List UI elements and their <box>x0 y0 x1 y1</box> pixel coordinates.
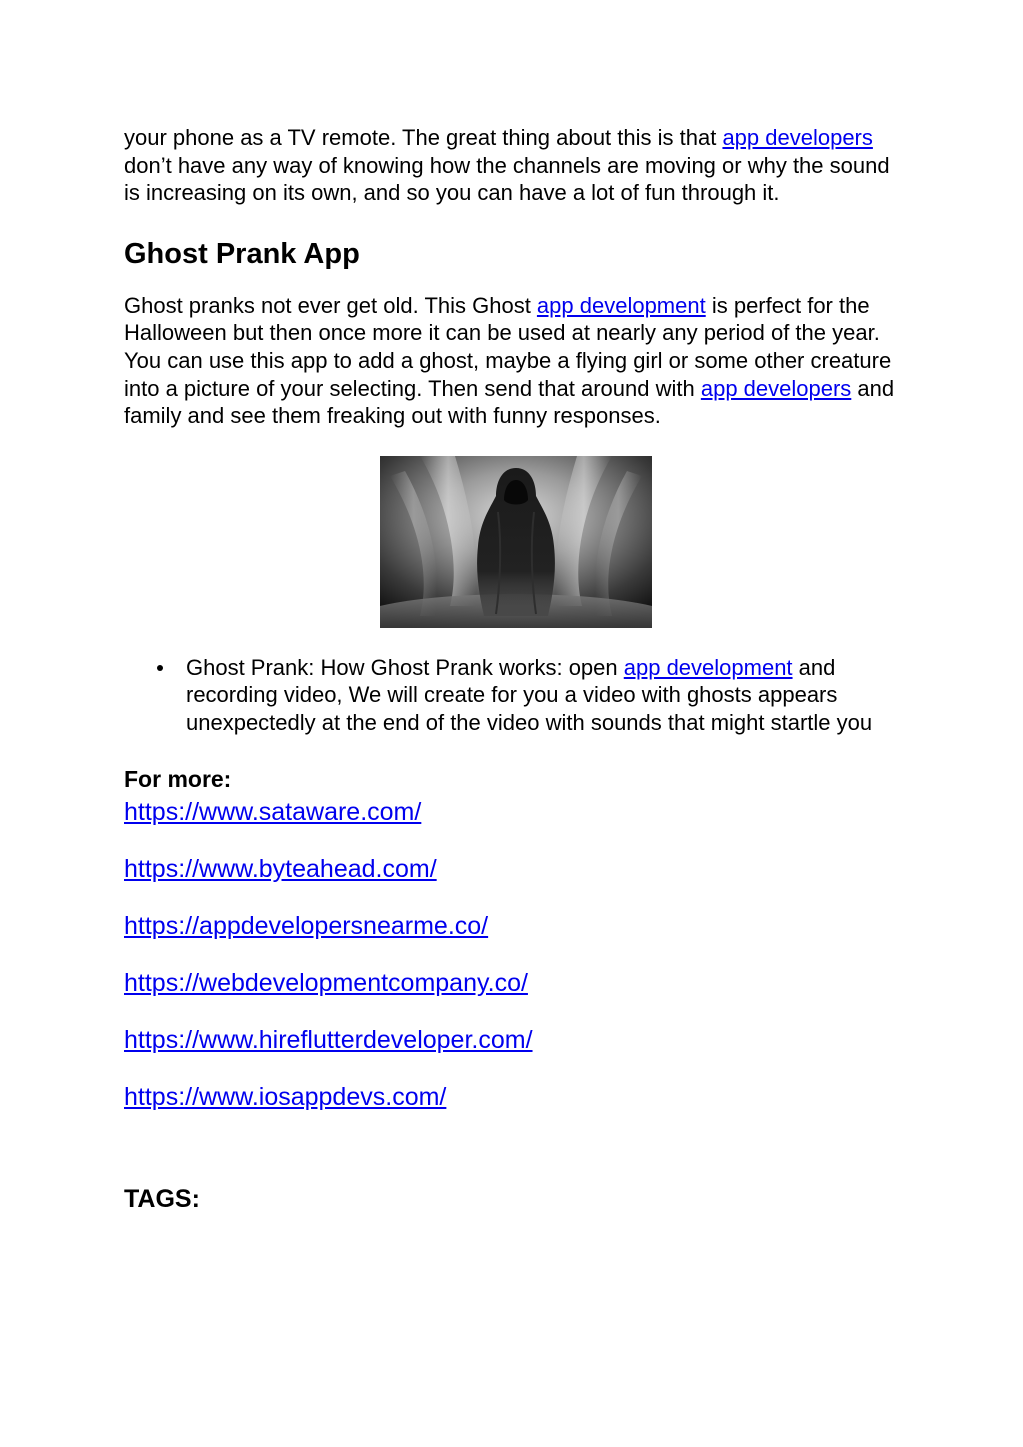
for-more-links <box>124 797 904 1112</box>
section-app-development-link[interactable]: app development <box>536 292 706 318</box>
intro-app-developers-link[interactable]: app developers <box>722 125 873 150</box>
bullet-app-development-link[interactable]: app development <box>623 654 793 680</box>
intro-text-before: your phone as a TV remote. The great thing about this is that <box>124 125 723 150</box>
section-heading: Ghost Prank App <box>124 237 360 270</box>
link-iosappdevs[interactable]: https://www.iosappdevs.com/ <box>124 1082 447 1111</box>
link-webdevelopmentcompany[interactable]: https://webdevelopmentcompany.co/ <box>124 968 528 997</box>
intro-paragraph <box>124 124 904 207</box>
bullet-icon <box>157 665 163 671</box>
section-text-part2: is perfect for the Halloween but then once more it can be used at nearly any period of the year. You can use this app to add a ghost, maybe a flying girl or some other creature into a picture of your selecting. Then send that around with <box>124 292 892 401</box>
section-text-part3: and family and see them freaking out with funny responses. <box>124 375 895 429</box>
list-item <box>186 654 904 737</box>
ghost-image <box>380 456 652 628</box>
link-appdevelopersnearme[interactable]: https://appdevelopersnearme.co/ <box>124 911 489 940</box>
section-app-developers-link[interactable]: app developers <box>700 375 852 401</box>
bullet-text-after: and recording video, We will create for you a video with ghosts appears unexpectedly at the end of the video with sounds that might startle you <box>186 654 873 735</box>
document-page <box>124 124 904 1214</box>
bullet-list <box>124 654 904 737</box>
intro-text-after: don’t have any way of knowing how the channels are moving or why the sound is increasing on its own, and so you can have a lot of fun through it. <box>124 152 890 206</box>
for-more-heading: For more: <box>124 765 232 792</box>
section-paragraph <box>124 292 904 430</box>
bullet-text-before: Ghost Prank: How Ghost Prank works: open <box>186 654 624 680</box>
section-text-part1: Ghost pranks not ever get old. This Ghost <box>124 292 537 318</box>
link-byteahead[interactable]: https://www.byteahead.com/ <box>124 854 437 883</box>
hooded-ghost-figure-icon <box>380 456 652 628</box>
link-hireflutterdeveloper[interactable]: https://www.hireflutterdeveloper.com/ <box>124 1025 533 1054</box>
link-sataware[interactable]: https://www.sataware.com/ <box>124 797 422 826</box>
tags-heading: TAGS: <box>124 1184 200 1213</box>
